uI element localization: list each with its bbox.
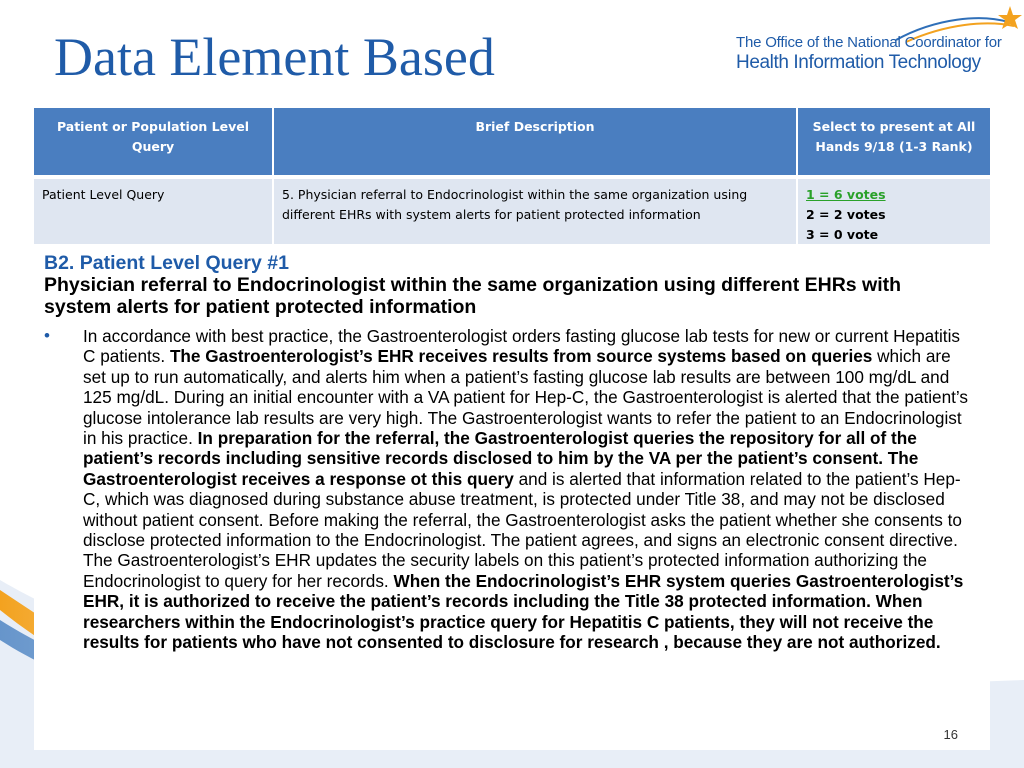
page-title: Data Element Based [54, 27, 495, 87]
paragraph-segment-bold: The Gastroenterologist’s EHR receives results from source systems based on queries [169, 346, 873, 367]
bullet-paragraph [83, 326, 975, 653]
vote-rank-1-link[interactable]: 1 = 6 votes [806, 187, 886, 202]
onc-logo [736, 4, 1024, 84]
paragraph-segment: and is alerted that information related to the patient’s Hep-C, which was diagnosed during substance abuse treatment, is protected under Title 38, and may not be disclosed without patient consent. Before making the referral, the Gastroenterologist asks the patient whether she consents to disclose protected information to the Endocrinologist. The patient agrees, and signs an electronic consent directive. The Gastroenterologist’s EHR updates the security labels on this patient’s protected information authorizing the Endocrinologist to query for her records. [83, 468, 962, 591]
query-table [34, 108, 990, 249]
cell-level: Patient Level Query [34, 177, 273, 249]
content-panel [34, 244, 990, 750]
slide-number: 16 [943, 727, 958, 742]
logo-line-2: Health Information Technology [736, 52, 981, 73]
section-heading: B2. Patient Level Query #1 [44, 252, 289, 274]
bullet-icon: • [44, 326, 50, 345]
logo-line-1: The Office of the National Coordinator for [736, 34, 1002, 51]
paragraph-segment-bold: In preparation for the referral, the Gastroenterologist queries the repository for all of the patient’s records including sensitive records disclosed to him by the VA per the patient’s consent. The Gastroenterologist receives a response ot this query [83, 428, 919, 489]
table-header-row [34, 108, 990, 177]
header-select: Select to present at All Hands 9/18 (1-3 Rank) [797, 108, 990, 177]
header-level: Patient or Population Level Query [34, 108, 273, 177]
paragraph-segment: which are set up to run automatically, and alerts him when a patient’s fasting glucose lab results are between 100 mg/dL and 125 mg/dL. During an initial encounter with a VA patient for Hep-C, the Gastroenterologist is alerted that the patient’s glucose intolerance lab results are very high. The Gastroenterologist wants to refer the patient to an Endocrinologist in his practice. [83, 346, 969, 449]
header-description: Brief Description [273, 108, 797, 177]
section-subheading: Physician referral to Endocrinologist within the same organization using different EHRs with system alerts for patient protected information [44, 274, 902, 318]
vote-rank-2: 2 = 2 votes [806, 207, 886, 222]
paragraph-segment-bold: When the Endocrinologist’s EHR system queries Gastroenterologist’s EHR, it is authorized to receive the patient’s records including the Title 38 protected information. When researchers within the Endocrinologist’s practice query for Hepatitis C patients, they will not receive the results for patients who have not consented to disclosure for research , because they are not authorized. [83, 570, 964, 653]
paragraph-segment: In accordance with best practice, the Gastroenterologist orders fasting glucose lab tests for new or current Hepatitis C patients. [83, 326, 960, 367]
cell-votes [797, 177, 990, 249]
table-row [34, 177, 990, 249]
vote-rank-3: 3 = 0 vote [806, 227, 879, 242]
cell-description: 5. Physician referral to Endocrinologist within the same organization using different EHRs with system alerts for patient protected information [273, 177, 797, 249]
